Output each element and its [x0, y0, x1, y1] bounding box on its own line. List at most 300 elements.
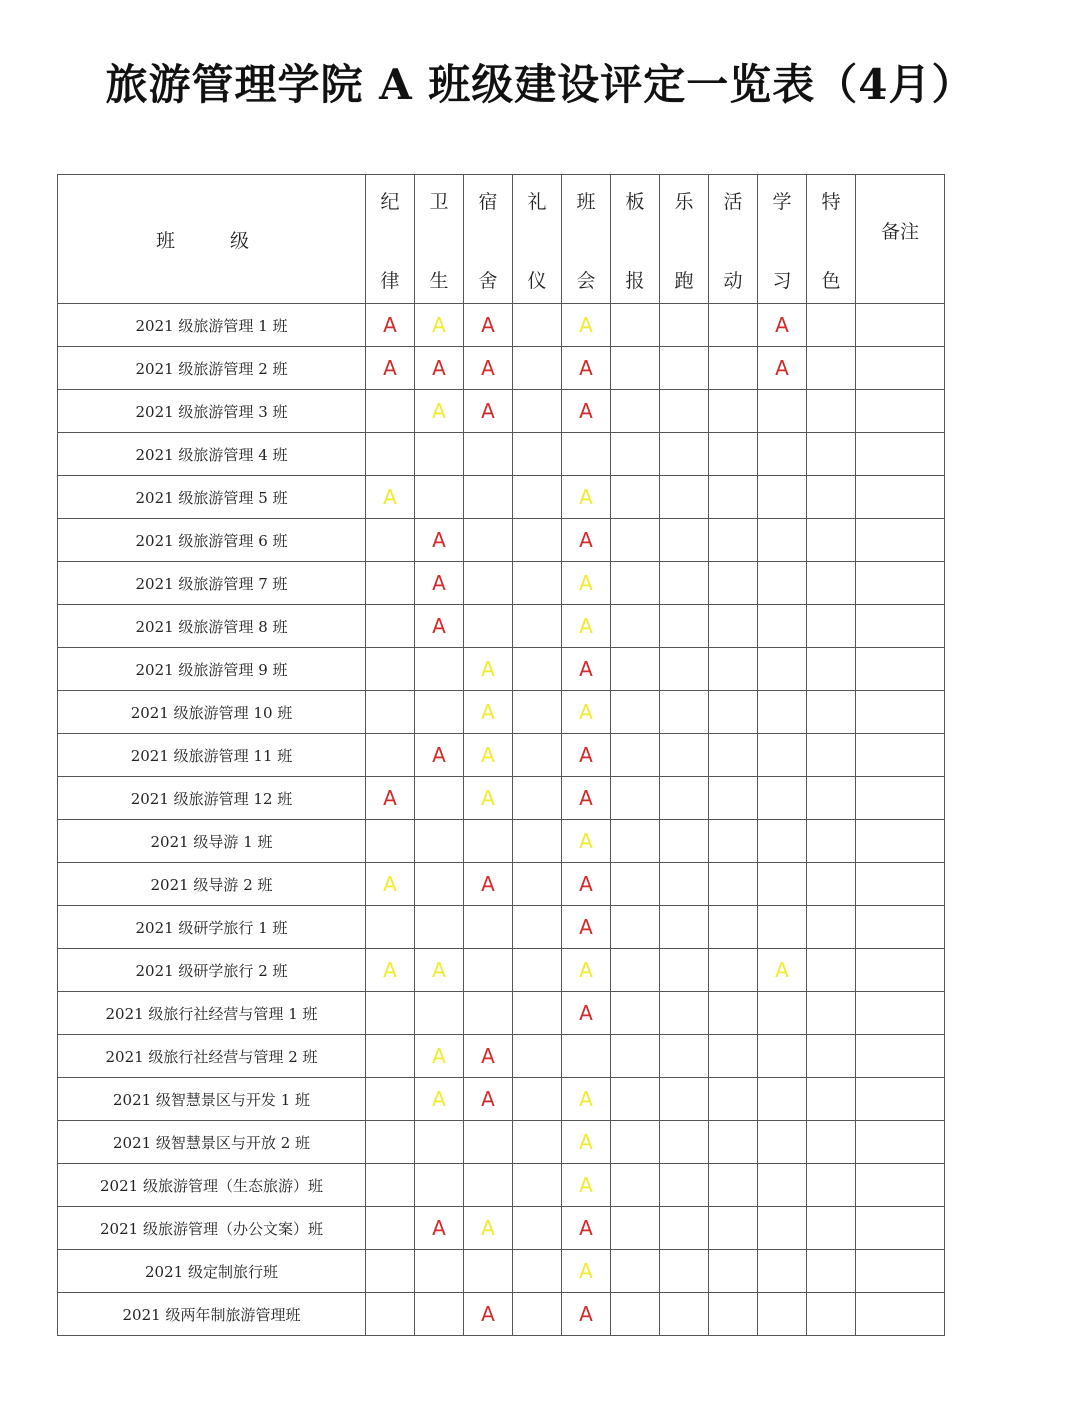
- rating-cell: [562, 304, 611, 347]
- rating-a-red: A: [579, 528, 593, 552]
- rating-cell: [709, 949, 758, 992]
- class-name-cell: 2021 级旅游管理 1 班: [58, 304, 366, 347]
- rating-cell: [464, 304, 513, 347]
- rating-cell: [709, 562, 758, 605]
- rating-a-yellow: A: [432, 313, 446, 337]
- class-name-cell: 2021 级旅游管理 4 班: [58, 433, 366, 476]
- rating-a-yellow: A: [579, 1087, 593, 1111]
- rating-cell: [807, 820, 856, 863]
- rating-cell: [709, 820, 758, 863]
- rating-cell: [562, 863, 611, 906]
- class-name-cell: 2021 级旅行社经营与管理 1 班: [58, 992, 366, 1035]
- rating-cell: [562, 734, 611, 777]
- remark-cell: [856, 734, 945, 777]
- rating-a-red: A: [383, 356, 397, 380]
- rating-cell: [464, 648, 513, 691]
- rating-cell: [758, 648, 807, 691]
- rating-a-red: A: [432, 356, 446, 380]
- rating-cell: [562, 1207, 611, 1250]
- rating-a-red: A: [481, 1087, 495, 1111]
- rating-cell: [660, 777, 709, 820]
- table-row: [58, 390, 945, 433]
- class-name-cell: 2021 级定制旅行班: [58, 1250, 366, 1293]
- rating-cell: [415, 734, 464, 777]
- rating-cell: [807, 691, 856, 734]
- table-row: [58, 992, 945, 1035]
- column-header-top-char: 礼: [527, 191, 547, 213]
- rating-cell: [562, 777, 611, 820]
- rating-cell: [660, 562, 709, 605]
- rating-a-yellow: A: [481, 786, 495, 810]
- rating-cell: [415, 433, 464, 476]
- rating-a-yellow: A: [481, 1216, 495, 1240]
- rating-cell: [660, 304, 709, 347]
- rating-cell: [464, 691, 513, 734]
- rating-cell: [807, 863, 856, 906]
- rating-cell: [709, 734, 758, 777]
- rating-cell: [709, 992, 758, 1035]
- rating-cell: [366, 1078, 415, 1121]
- rating-cell: [758, 605, 807, 648]
- column-header-top-char: 纪: [380, 191, 400, 213]
- rating-cell: [415, 1035, 464, 1078]
- class-name-cell: 2021 级旅游管理 5 班: [58, 476, 366, 519]
- class-name-cell: 2021 级旅游管理 11 班: [58, 734, 366, 777]
- rating-cell: [415, 820, 464, 863]
- rating-cell: [709, 347, 758, 390]
- rating-a-red: A: [432, 614, 446, 638]
- rating-cell: [758, 304, 807, 347]
- table-row: [58, 1207, 945, 1250]
- evaluation-table: [57, 174, 945, 1336]
- table-row: [58, 777, 945, 820]
- rating-cell: [562, 1078, 611, 1121]
- rating-cell: [758, 691, 807, 734]
- rating-cell: [464, 1250, 513, 1293]
- rating-cell: [415, 992, 464, 1035]
- rating-a-yellow: A: [481, 743, 495, 767]
- table-row: [58, 562, 945, 605]
- rating-cell: [415, 476, 464, 519]
- remark-cell: [856, 1164, 945, 1207]
- class-name-cell: 2021 级智慧景区与开放 2 班: [58, 1121, 366, 1164]
- rating-a-red: A: [432, 1216, 446, 1240]
- table-body: [58, 304, 945, 1336]
- rating-cell: [366, 734, 415, 777]
- rating-cell: [660, 992, 709, 1035]
- table-row: [58, 648, 945, 691]
- rating-cell: [807, 1035, 856, 1078]
- rating-cell: [758, 1207, 807, 1250]
- rating-cell: [758, 433, 807, 476]
- rating-cell: [611, 820, 660, 863]
- rating-cell: [709, 863, 758, 906]
- page-title: 旅游管理学院 A 班级建设评定一览表（4月）: [105, 60, 975, 109]
- remark-cell: [856, 906, 945, 949]
- rating-a-red: A: [481, 313, 495, 337]
- rating-cell: [709, 433, 758, 476]
- rating-cell: [758, 949, 807, 992]
- rating-cell: [513, 863, 562, 906]
- rating-a-yellow: A: [579, 829, 593, 853]
- rating-cell: [611, 992, 660, 1035]
- rating-cell: [513, 777, 562, 820]
- rating-cell: [660, 906, 709, 949]
- rating-cell: [807, 1207, 856, 1250]
- rating-cell: [807, 1078, 856, 1121]
- rating-a-red: A: [481, 1302, 495, 1326]
- rating-cell: [660, 1164, 709, 1207]
- class-name-cell: 2021 级旅游管理 2 班: [58, 347, 366, 390]
- rating-cell: [709, 1078, 758, 1121]
- rating-cell: [464, 734, 513, 777]
- rating-cell: [513, 648, 562, 691]
- rating-cell: [611, 1250, 660, 1293]
- rating-cell: [513, 691, 562, 734]
- column-header-bottom-char: 生: [429, 270, 449, 292]
- rating-cell: [366, 304, 415, 347]
- rating-cell: [807, 476, 856, 519]
- remark-cell: [856, 820, 945, 863]
- rating-a-red: A: [383, 313, 397, 337]
- rating-cell: [660, 691, 709, 734]
- rating-cell: [807, 304, 856, 347]
- column-header: [660, 175, 709, 304]
- table-row: [58, 347, 945, 390]
- rating-cell: [366, 648, 415, 691]
- class-name-cell: 2021 级研学旅行 1 班: [58, 906, 366, 949]
- rating-cell: [807, 347, 856, 390]
- rating-cell: [611, 433, 660, 476]
- rating-cell: [513, 906, 562, 949]
- rating-cell: [513, 992, 562, 1035]
- rating-cell: [513, 1207, 562, 1250]
- rating-cell: [660, 648, 709, 691]
- rating-cell: [562, 992, 611, 1035]
- rating-cell: [366, 1164, 415, 1207]
- rating-cell: [709, 1293, 758, 1336]
- remark-column-header: 备注: [856, 175, 945, 304]
- rating-cell: [611, 1121, 660, 1164]
- class-name-cell: 2021 级两年制旅游管理班: [58, 1293, 366, 1336]
- rating-cell: [660, 1121, 709, 1164]
- rating-cell: [807, 648, 856, 691]
- rating-cell: [709, 476, 758, 519]
- rating-cell: [660, 863, 709, 906]
- table-row: [58, 519, 945, 562]
- rating-cell: [562, 906, 611, 949]
- rating-cell: [415, 1121, 464, 1164]
- column-header-bottom-char: 习: [772, 270, 792, 292]
- rating-cell: [562, 562, 611, 605]
- rating-cell: [513, 433, 562, 476]
- rating-cell: [513, 1164, 562, 1207]
- rating-cell: [758, 476, 807, 519]
- rating-cell: [611, 390, 660, 433]
- rating-cell: [758, 820, 807, 863]
- rating-cell: [611, 734, 660, 777]
- rating-cell: [611, 648, 660, 691]
- rating-cell: [660, 949, 709, 992]
- rating-cell: [513, 304, 562, 347]
- remark-cell: [856, 605, 945, 648]
- remark-cell: [856, 433, 945, 476]
- class-name-cell: 2021 级旅游管理 12 班: [58, 777, 366, 820]
- rating-cell: [660, 1293, 709, 1336]
- rating-cell: [415, 863, 464, 906]
- rating-cell: [807, 949, 856, 992]
- rating-a-yellow: A: [383, 485, 397, 509]
- rating-cell: [562, 691, 611, 734]
- rating-cell: [562, 390, 611, 433]
- rating-a-red: A: [579, 657, 593, 681]
- rating-cell: [562, 1164, 611, 1207]
- rating-cell: [415, 1164, 464, 1207]
- rating-cell: [366, 863, 415, 906]
- class-name-cell: 2021 级旅游管理（办公文案）班: [58, 1207, 366, 1250]
- rating-cell: [464, 1293, 513, 1336]
- rating-a-yellow: A: [481, 700, 495, 724]
- rating-cell: [562, 347, 611, 390]
- rating-cell: [366, 992, 415, 1035]
- rating-a-red: A: [775, 356, 789, 380]
- rating-cell: [807, 1121, 856, 1164]
- rating-cell: [366, 562, 415, 605]
- rating-cell: [758, 777, 807, 820]
- rating-cell: [660, 1035, 709, 1078]
- column-header-bottom-char: 会: [576, 270, 596, 292]
- rating-a-yellow: A: [432, 1044, 446, 1068]
- rating-cell: [611, 863, 660, 906]
- rating-cell: [611, 906, 660, 949]
- column-header-top-char: 宿: [478, 191, 498, 213]
- rating-a-yellow: A: [579, 1173, 593, 1197]
- rating-cell: [415, 648, 464, 691]
- rating-cell: [758, 1164, 807, 1207]
- rating-a-red: A: [383, 786, 397, 810]
- rating-cell: [611, 1164, 660, 1207]
- rating-cell: [464, 1121, 513, 1164]
- column-header-top-char: 特: [821, 191, 841, 213]
- rating-cell: [758, 347, 807, 390]
- class-name-cell: 2021 级旅行社经营与管理 2 班: [58, 1035, 366, 1078]
- rating-cell: [366, 1207, 415, 1250]
- rating-cell: [366, 476, 415, 519]
- column-header: [366, 175, 415, 304]
- rating-a-red: A: [432, 571, 446, 595]
- rating-a-yellow: A: [579, 1259, 593, 1283]
- rating-a-red: A: [579, 872, 593, 896]
- column-header-bottom-char: 报: [625, 270, 645, 292]
- rating-cell: [366, 949, 415, 992]
- rating-cell: [415, 390, 464, 433]
- rating-a-yellow: A: [432, 1087, 446, 1111]
- class-column-header: 班 级: [58, 175, 366, 304]
- rating-cell: [660, 820, 709, 863]
- rating-cell: [660, 433, 709, 476]
- rating-cell: [464, 390, 513, 433]
- class-name-cell: 2021 级导游 1 班: [58, 820, 366, 863]
- rating-cell: [807, 1250, 856, 1293]
- rating-cell: [562, 476, 611, 519]
- rating-cell: [758, 1035, 807, 1078]
- rating-cell: [562, 1293, 611, 1336]
- rating-cell: [366, 347, 415, 390]
- rating-cell: [562, 1121, 611, 1164]
- rating-a-red: A: [579, 399, 593, 423]
- column-header-top-char: 学: [772, 191, 792, 213]
- rating-cell: [366, 820, 415, 863]
- remark-cell: [856, 949, 945, 992]
- rating-cell: [415, 906, 464, 949]
- rating-cell: [709, 1035, 758, 1078]
- column-header-top-char: 活: [723, 191, 743, 213]
- class-name-cell: 2021 级导游 2 班: [58, 863, 366, 906]
- rating-cell: [464, 519, 513, 562]
- rating-cell: [415, 347, 464, 390]
- table-row: [58, 304, 945, 347]
- column-header: [758, 175, 807, 304]
- rating-cell: [464, 347, 513, 390]
- column-header: [709, 175, 758, 304]
- rating-a-yellow: A: [579, 485, 593, 509]
- rating-cell: [464, 476, 513, 519]
- column-header-top-char: 板: [625, 191, 645, 213]
- rating-cell: [611, 949, 660, 992]
- rating-cell: [366, 1293, 415, 1336]
- rating-a-red: A: [481, 399, 495, 423]
- rating-cell: [611, 691, 660, 734]
- rating-cell: [660, 605, 709, 648]
- rating-cell: [758, 734, 807, 777]
- remark-cell: [856, 562, 945, 605]
- rating-cell: [562, 1250, 611, 1293]
- rating-cell: [807, 519, 856, 562]
- rating-cell: [611, 605, 660, 648]
- table-row: [58, 1035, 945, 1078]
- rating-cell: [513, 605, 562, 648]
- rating-a-yellow: A: [383, 958, 397, 982]
- table-row: [58, 1121, 945, 1164]
- rating-cell: [660, 1250, 709, 1293]
- rating-cell: [660, 519, 709, 562]
- rating-cell: [758, 906, 807, 949]
- rating-cell: [758, 863, 807, 906]
- remark-cell: [856, 691, 945, 734]
- rating-cell: [513, 347, 562, 390]
- rating-a-red: A: [481, 872, 495, 896]
- column-header-bottom-char: 仪: [527, 270, 547, 292]
- rating-a-yellow: A: [383, 872, 397, 896]
- rating-a-yellow: A: [579, 700, 593, 724]
- rating-cell: [513, 476, 562, 519]
- rating-a-red: A: [579, 743, 593, 767]
- rating-cell: [513, 562, 562, 605]
- rating-cell: [513, 1293, 562, 1336]
- remark-cell: [856, 1035, 945, 1078]
- rating-cell: [366, 777, 415, 820]
- rating-a-yellow: A: [432, 958, 446, 982]
- rating-cell: [366, 390, 415, 433]
- remark-cell: [856, 476, 945, 519]
- rating-cell: [660, 1078, 709, 1121]
- rating-cell: [611, 347, 660, 390]
- rating-cell: [758, 390, 807, 433]
- table-row: [58, 433, 945, 476]
- rating-cell: [660, 390, 709, 433]
- rating-cell: [807, 562, 856, 605]
- rating-cell: [464, 777, 513, 820]
- class-name-cell: 2021 级旅游管理 10 班: [58, 691, 366, 734]
- column-header-top-char: 乐: [674, 191, 694, 213]
- column-header-bottom-char: 动: [723, 270, 743, 292]
- column-header: [562, 175, 611, 304]
- column-header: [513, 175, 562, 304]
- rating-cell: [513, 949, 562, 992]
- rating-cell: [513, 820, 562, 863]
- rating-a-red: A: [432, 528, 446, 552]
- rating-a-red: A: [579, 356, 593, 380]
- rating-a-red: A: [481, 1044, 495, 1068]
- remark-cell: [856, 347, 945, 390]
- rating-cell: [415, 1250, 464, 1293]
- rating-cell: [562, 648, 611, 691]
- rating-cell: [464, 1164, 513, 1207]
- rating-cell: [464, 949, 513, 992]
- rating-cell: [709, 691, 758, 734]
- rating-cell: [709, 1121, 758, 1164]
- column-header-bottom-char: 色: [821, 270, 841, 292]
- rating-cell: [807, 433, 856, 476]
- rating-a-red: A: [775, 313, 789, 337]
- table-row: [58, 863, 945, 906]
- rating-cell: [366, 1035, 415, 1078]
- remark-cell: [856, 519, 945, 562]
- rating-cell: [415, 562, 464, 605]
- rating-cell: [415, 691, 464, 734]
- remark-cell: [856, 777, 945, 820]
- table-row: [58, 1078, 945, 1121]
- remark-cell: [856, 1078, 945, 1121]
- rating-cell: [709, 906, 758, 949]
- rating-cell: [807, 992, 856, 1035]
- rating-cell: [464, 863, 513, 906]
- rating-cell: [611, 1293, 660, 1336]
- rating-cell: [709, 519, 758, 562]
- class-name-cell: 2021 级旅游管理 9 班: [58, 648, 366, 691]
- rating-cell: [758, 1250, 807, 1293]
- rating-a-yellow: A: [579, 313, 593, 337]
- rating-cell: [366, 519, 415, 562]
- table-row: [58, 1293, 945, 1336]
- rating-cell: [464, 1078, 513, 1121]
- column-header-bottom-char: 舍: [478, 270, 498, 292]
- rating-cell: [366, 1250, 415, 1293]
- rating-cell: [660, 347, 709, 390]
- table-row: [58, 1164, 945, 1207]
- rating-cell: [611, 519, 660, 562]
- rating-cell: [464, 1207, 513, 1250]
- rating-cell: [709, 605, 758, 648]
- remark-cell: [856, 304, 945, 347]
- remark-cell: [856, 390, 945, 433]
- rating-cell: [758, 562, 807, 605]
- rating-cell: [464, 1035, 513, 1078]
- column-header-top-char: 班: [576, 191, 596, 213]
- column-header-bottom-char: 跑: [674, 270, 694, 292]
- rating-cell: [807, 734, 856, 777]
- rating-cell: [415, 304, 464, 347]
